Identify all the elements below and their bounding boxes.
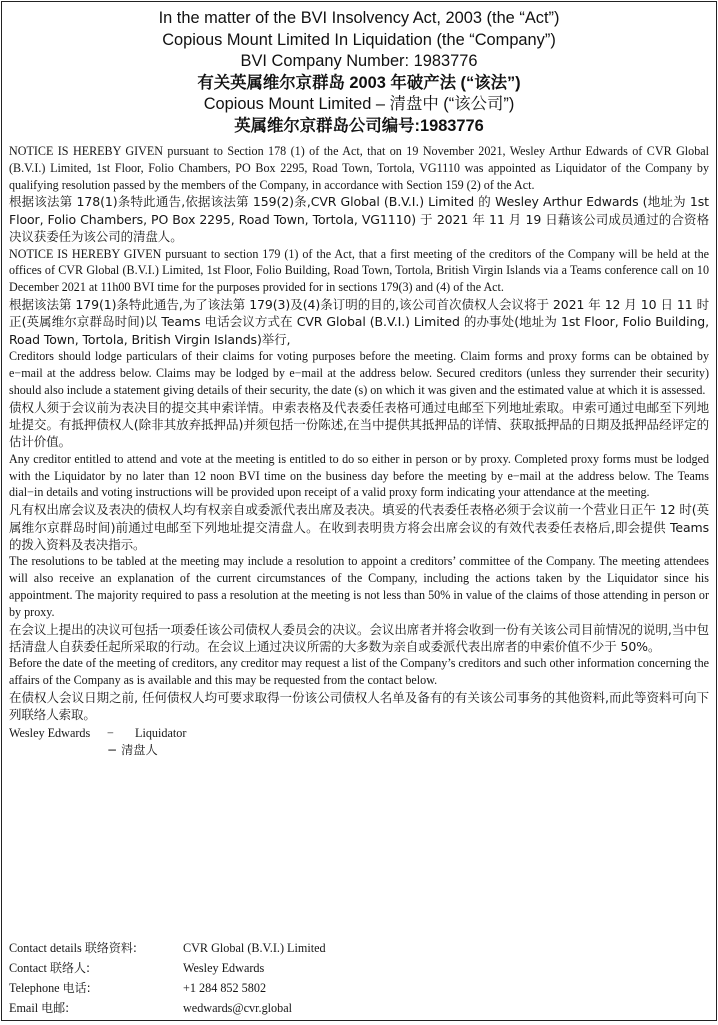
header-act-title: In the matter of the BVI Insolvency Act, 2003 (the “Act”): [158, 9, 560, 27]
paragraph-claims-zh: 债权人须于会议前为表决目的提交其申索详情。申索表格及代表委任表格可通过电邮至下列地址索取。申索可通过电邮至下列地址提交。有抵押债权人(除非其放弃抵押品)并须包括一份陈述,在当中提供其抵押品的详情、获取抵押品的日期及抵押品经评定的估计价值。: [9, 399, 709, 450]
paragraph-creditor-list: Before the date of the meeting of creditors, any creditor may request a list of the Company’s creditors and such other information concerning the affairs of the Company as is available and this may be requested from the contact below.: [9, 656, 709, 688]
signature-title: Liquidator: [135, 725, 187, 740]
header-company-title: Copious Mount Limited In Liquidation (the “Company”): [162, 30, 556, 49]
contact-company: CVR Global (B.V.I.) Limited: [183, 941, 326, 955]
signature-dash: −: [107, 725, 114, 740]
signature-name: Wesley Edwards: [9, 725, 91, 740]
paragraph-resolutions-zh: 在会议上提出的决议可包括一项委任该公司债权人委员会的决议。会议出席者并将会收到一份有关该公司目前情况的说明,当中包括清盘人自获委任起所采取的行动。在会议上通过决议所需的大多数为亲自或委派代表出席者的申索价值不少于 50%。: [9, 621, 709, 655]
contact-person: Wesley Edwards: [183, 961, 265, 975]
paragraph-resolutions: The resolutions to be tabled at the meeting may include a resolution to appoint a creditors’ committee of the Company. The meeting attendees will also receive an explanation of the current circumstances of the Company, including the actions taken by the Liquidator since his appointment. The majority required to pass a resolution at the meeting is not less than 50% in value of the claims of those attending in person or by proxy.: [9, 554, 709, 619]
paragraph-meeting-zh: 根据该法第 179(1)条特此通告,为了该法第 179(3)及(4)条订明的目的,该公司首次债权人会议将于 2021 年 12 月 10 日 11 时正(英属维尔京群岛时间)以 Teams 电话会议方式在 CVR Global (B.V.I.) Limited 的办事处(地址为 1st Floor, Folio Building, Road Town, Tortola, British Virgin Islands)举行,: [9, 297, 709, 347]
notice-header: [9, 8, 709, 137]
header-company-title-zh: Copious Mount Limited – 清盘中 (“该公司”): [203, 95, 515, 113]
contact-email[interactable]: wedwards@cvr.global: [183, 1001, 293, 1015]
paragraph-proxy: Any creditor entitled to attend and vote at the meeting is entitled to do so either in person or by proxy. Completed proxy forms must be lodged with the Liquidator by no later than 12 noon BVI time on the business day before the meeting by e−mail at the address below. The Teams dial−in details and voting instructions will be provided upon receipt of a valid proxy form indicating your attendance at the meeting.: [9, 451, 709, 500]
paragraph-claims: Creditors should lodge particulars of their claims for voting purposes before the meeting. Claim forms and proxy forms can be obtained by e−mail at the address below. Claims may be lodged by e−mail at the address below. Secured creditors (unless they surrender their security) should also include a statement giving details of their security, the date (s) on which it was given and the estimated value at which it is assessed.: [9, 349, 709, 397]
contact-row: [9, 978, 326, 998]
contact-telephone: +1 284 852 5802: [183, 981, 267, 995]
contact-label: Telephone 电话:: [9, 981, 91, 995]
paragraph-meeting: NOTICE IS HEREBY GIVEN pursuant to section 179 (1) of the Act, that a first meeting of the creditors of the Company will be held at the offices of CVR Global (B.V.I.) Limited, 1st Floor, Folio Building, Road Town, Tortola, British Virgin Islands via a Teams conference call on 10 December 2021 at 11h00 BVI time for the purposes provided for in sections 179(3) and (4) of the Act.: [9, 246, 709, 295]
paragraph-proxy-zh: 凡有权出席会议及表决的债权人均有权亲自或委派代表出席及表决。填妥的代表委任表格必须于会议前一个营业日正午 12 时(英属维尔京群岛时间)前通过电邮至下列地址提交清盘人。在收到表明贵方将会出席会议的有效代表委任表格后,即会提供 Teams 的拨入资料及表决指示。: [9, 502, 709, 553]
signature-title-zh: − 清盘人: [107, 742, 158, 757]
contact-label: Contact 联络人:: [9, 961, 91, 975]
contact-label: Email 电邮:: [9, 1001, 70, 1015]
header-act-title-zh: 有关英属维尔京群岛 2003 年破产法 (“该法”): [197, 73, 521, 92]
header-company-number-zh: 英属维尔京群岛公司编号:1983776: [234, 116, 484, 135]
notice-page: [1, 1, 717, 1021]
contact-label: Contact details 联络资料:: [9, 941, 137, 955]
header-company-number: BVI Company Number: 1983776: [240, 52, 478, 70]
notice-body: [9, 143, 709, 759]
contact-row: [9, 998, 326, 1018]
contact-row: [9, 958, 326, 978]
contact-row: [9, 938, 326, 958]
paragraph-appointment-zh: 根据该法第 178(1)条特此通告,依据该法第 159(2)条,CVR Global (B.V.I.) Limited 的 Wesley Arthur Edwards (地址为 1st Floor, Folio Chambers, PO Box 2295, Road Town, Tortola, VG1110) 于 2021 年 11 月 19 日藉该公司成员通过的合资格决议获委任为该公司的清盘人。: [9, 194, 709, 245]
paragraph-appointment: NOTICE IS HEREBY GIVEN pursuant to Section 178 (1) of the Act, that on 19 November 2021, Wesley Arthur Edwards of CVR Global (B.V.I.) Limited, 1st Floor, Folio Chambers, PO Box 2295, Road Town, Tortola, VG1110 was appointed as Liquidator of the Company by qualifying resolution passed by the members of the Company, in accordance with Section 159 (2) of the Act.: [9, 144, 709, 192]
contact-block: [9, 938, 326, 1018]
paragraph-creditor-list-zh: 在债权人会议日期之前, 任何债权人均可要求取得一份该公司债权人名单及备有的有关该公司事务的其他资料,而此等资料可向下列联络人索取。: [9, 690, 709, 723]
signature-block: [9, 725, 709, 759]
